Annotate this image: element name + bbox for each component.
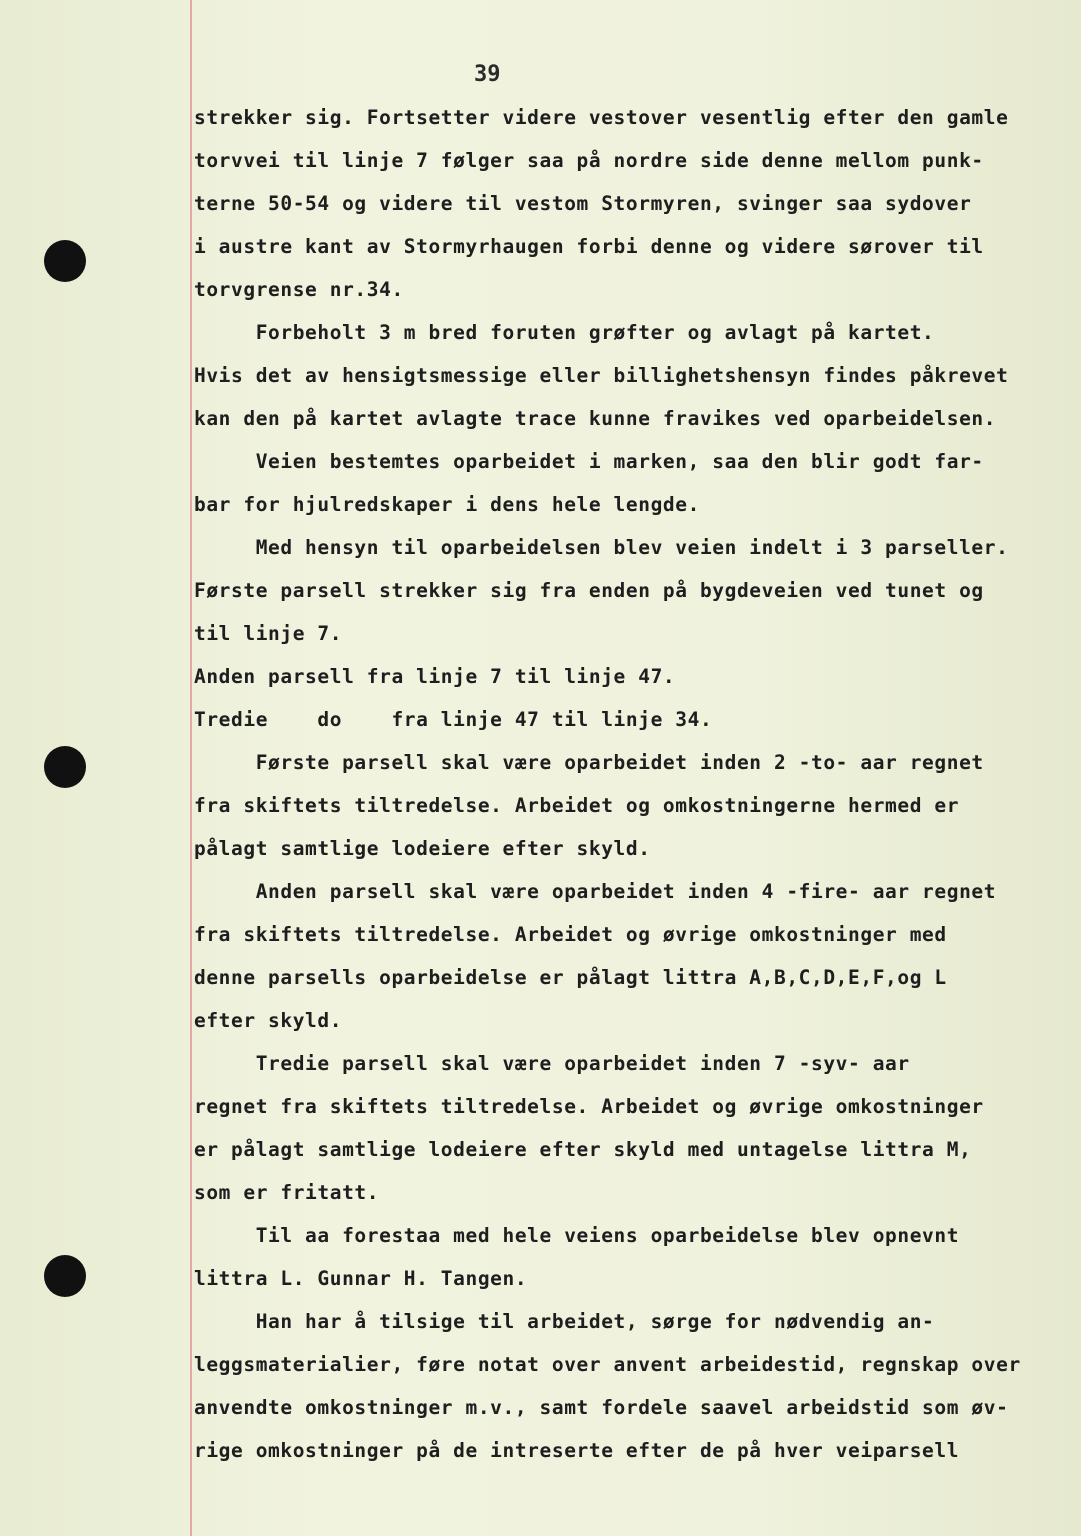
- page-number: 39: [474, 62, 501, 87]
- text-line: rige omkostninger på de intreserte efter de på hver veiparsell: [194, 1439, 960, 1462]
- text-line: er pålagt samtlige lodeiere efter skyld med untagelse littra M,: [194, 1138, 972, 1161]
- text-line: Første parsell strekker sig fra enden på bygdeveien ved tunet og: [194, 579, 984, 602]
- text-line: torvgrense nr.34.: [194, 278, 404, 301]
- punch-hole: [44, 1255, 86, 1297]
- text-line: Veien bestemtes oparbeidet i marken, saa den blir godt far-: [194, 450, 984, 473]
- text-line: torvvei til linje 7 følger saa på nordre side denne mellom punk-: [194, 149, 984, 172]
- text-line: strekker sig. Fortsetter videre vestover vesentlig efter den gamle: [194, 106, 1009, 129]
- text-line: fra skiftets tiltredelse. Arbeidet og øvrige omkostninger med: [194, 923, 947, 946]
- text-line: Med hensyn til oparbeidelsen blev veien indelt i 3 parseller.: [194, 536, 1009, 559]
- text-line: Første parsell skal være oparbeidet inden 2 -to- aar regnet: [194, 751, 984, 774]
- text-line: littra L. Gunnar H. Tangen.: [194, 1267, 528, 1290]
- text-line: Forbeholt 3 m bred foruten grøfter og avlagt på kartet.: [194, 321, 935, 344]
- text-line: bar for hjulredskaper i dens hele lengde.: [194, 493, 700, 516]
- text-line: Han har å tilsige til arbeidet, sørge for nødvendig an-: [194, 1310, 935, 1333]
- text-line: leggsmaterialier, føre notat over anvent arbeidestid, regnskap over: [194, 1353, 1021, 1376]
- text-line: pålagt samtlige lodeiere efter skyld.: [194, 837, 651, 860]
- text-line: Tredie parsell skal være oparbeidet inden 7 -syv- aar: [194, 1052, 910, 1075]
- text-line: Anden parsell fra linje 7 til linje 47.: [194, 665, 676, 688]
- text-line: til linje 7.: [194, 622, 343, 645]
- text-line: i austre kant av Stormyrhaugen forbi denne og videre sørover til: [194, 235, 984, 258]
- text-line: denne parsells oparbeidelse er pålagt littra A,B,C,D,E,F,og L: [194, 966, 947, 989]
- text-line: Hvis det av hensigtsmessige eller billighetshensyn findes påkrevet: [194, 364, 1009, 387]
- text-line: kan den på kartet avlagte trace kunne fravikes ved oparbeidelsen.: [194, 407, 997, 430]
- punch-hole: [44, 240, 86, 282]
- text-line: Tredie do fra linje 47 til linje 34.: [194, 708, 713, 731]
- text-line: regnet fra skiftets tiltredelse. Arbeidet og øvrige omkostninger: [194, 1095, 984, 1118]
- text-line: anvendte omkostninger m.v., samt fordele saavel arbeidstid som øv-: [194, 1396, 1009, 1419]
- margin-rule: [190, 0, 192, 1536]
- text-line: efter skyld.: [194, 1009, 343, 1032]
- punch-hole: [44, 746, 86, 788]
- text-line: som er fritatt.: [194, 1181, 380, 1204]
- text-line: terne 50-54 og videre til vestom Stormyren, svinger saa sydover: [194, 192, 972, 215]
- text-line: fra skiftets tiltredelse. Arbeidet og omkostningerne hermed er: [194, 794, 960, 817]
- text-line: Til aa forestaa med hele veiens oparbeidelse blev opnevnt: [194, 1224, 960, 1247]
- text-line: Anden parsell skal være oparbeidet inden 4 -fire- aar regnet: [194, 880, 997, 903]
